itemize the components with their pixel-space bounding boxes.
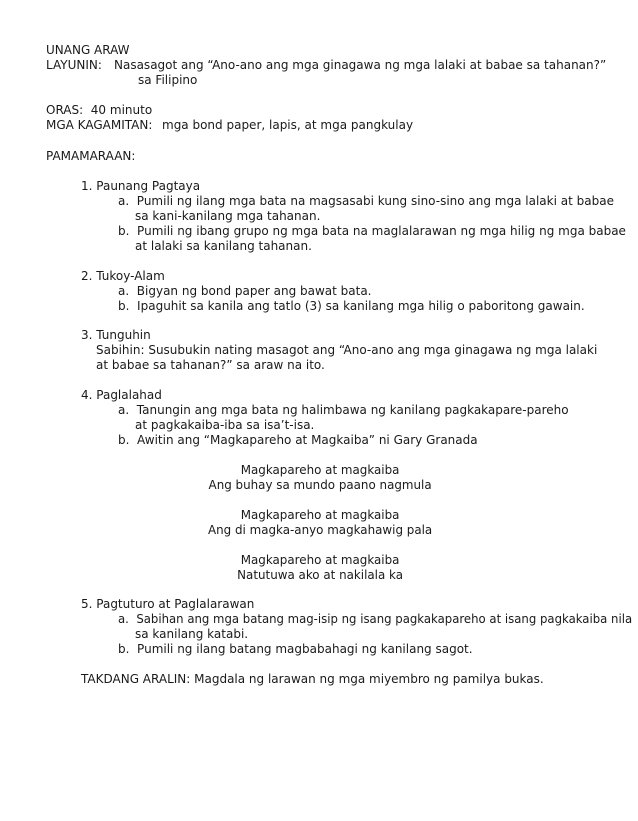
- step5-item-a: a. Sabihan ang mga batang mag-isip ng isang pagkakapareho at isang pagkakaiba nila: [118, 612, 633, 626]
- step5-item-b: b. Pumili ng ilang batang magbabahagi ng kanilang sagot.: [118, 642, 473, 656]
- step4-title: 4. Paglalahad: [81, 388, 162, 402]
- song-line-3: Magkapareho at magkaiba: [240, 508, 400, 522]
- step3-line1: Sabihin: Susubukin nating masagot ang “Ano-ano ang mga ginagawa ng mga lalaki: [96, 343, 598, 357]
- materials-text: mga bond paper, lapis, at mga pangkulay: [162, 118, 414, 132]
- objective-label: LAYUNIN:: [46, 58, 102, 72]
- song-line-2: Ang buhay sa mundo paano nagmula: [208, 478, 432, 492]
- step5-title: 5. Pagtuturo at Paglalarawan: [81, 597, 255, 611]
- step3-title: 3. Tunguhin: [81, 328, 151, 342]
- song-line-1: Magkapareho at magkaiba: [240, 463, 400, 477]
- song-line-4: Ang di magka-anyo magkahawig pala: [207, 523, 433, 537]
- song-line-6: Natutuwa ako at nakilala ka: [237, 568, 404, 582]
- step1-item-b-cont: at lalaki sa kanilang tahanan.: [135, 239, 312, 253]
- step4-item-a: a. Tanungin ang mga bata ng halimbawa ng kanilang pagkakapare-pareho: [118, 403, 569, 417]
- step1-item-a: a. Pumili ng ilang mga bata na magsasabi kung sino-sino ang mga lalaki at babae: [118, 194, 614, 208]
- step1-title: 1. Paunang Pagtaya: [81, 179, 201, 193]
- step4-item-b: b. Awitin ang “Magkapareho at Magkaiba” ni Gary Granada: [118, 433, 478, 447]
- homework-line: TAKDANG ARALIN: Magdala ng larawan ng mga miyembro ng pamilya bukas.: [81, 672, 544, 686]
- objective-text: Nasasagot ang “Ano-ano ang mga ginagawa ng mga lalaki at babae sa tahanan?”: [114, 58, 607, 72]
- day-heading: UNANG ARAW: [46, 43, 130, 57]
- step2-item-a: a. Bigyan ng bond paper ang bawat bata.: [118, 284, 372, 298]
- step2-title: 2. Tukoy-Alam: [81, 269, 165, 283]
- time-line: ORAS: 40 minuto: [46, 103, 153, 117]
- step1-item-b: b. Pumili ng ibang grupo ng mga bata na maglalarawan ng mga hilig ng mga babae: [118, 224, 626, 238]
- step1-item-a-cont: sa kani-kanilang mga tahanan.: [135, 209, 321, 223]
- step4-item-a-cont: at pagkakaiba-iba sa isa’t-isa.: [135, 418, 315, 432]
- procedure-heading: PAMAMARAAN:: [46, 149, 136, 163]
- step3-line2: at babae sa tahanan?” sa araw na ito.: [96, 358, 325, 372]
- song-line-5: Magkapareho at magkaiba: [240, 553, 400, 567]
- objective-continuation: sa Filipino: [138, 73, 198, 87]
- step2-item-b: b. Ipaguhit sa kanila ang tatlo (3) sa kanilang mga hilig o paboritong gawain.: [118, 299, 585, 313]
- step5-item-a-cont: sa kanilang katabi.: [135, 627, 249, 641]
- materials-label: MGA KAGAMITAN:: [46, 118, 153, 132]
